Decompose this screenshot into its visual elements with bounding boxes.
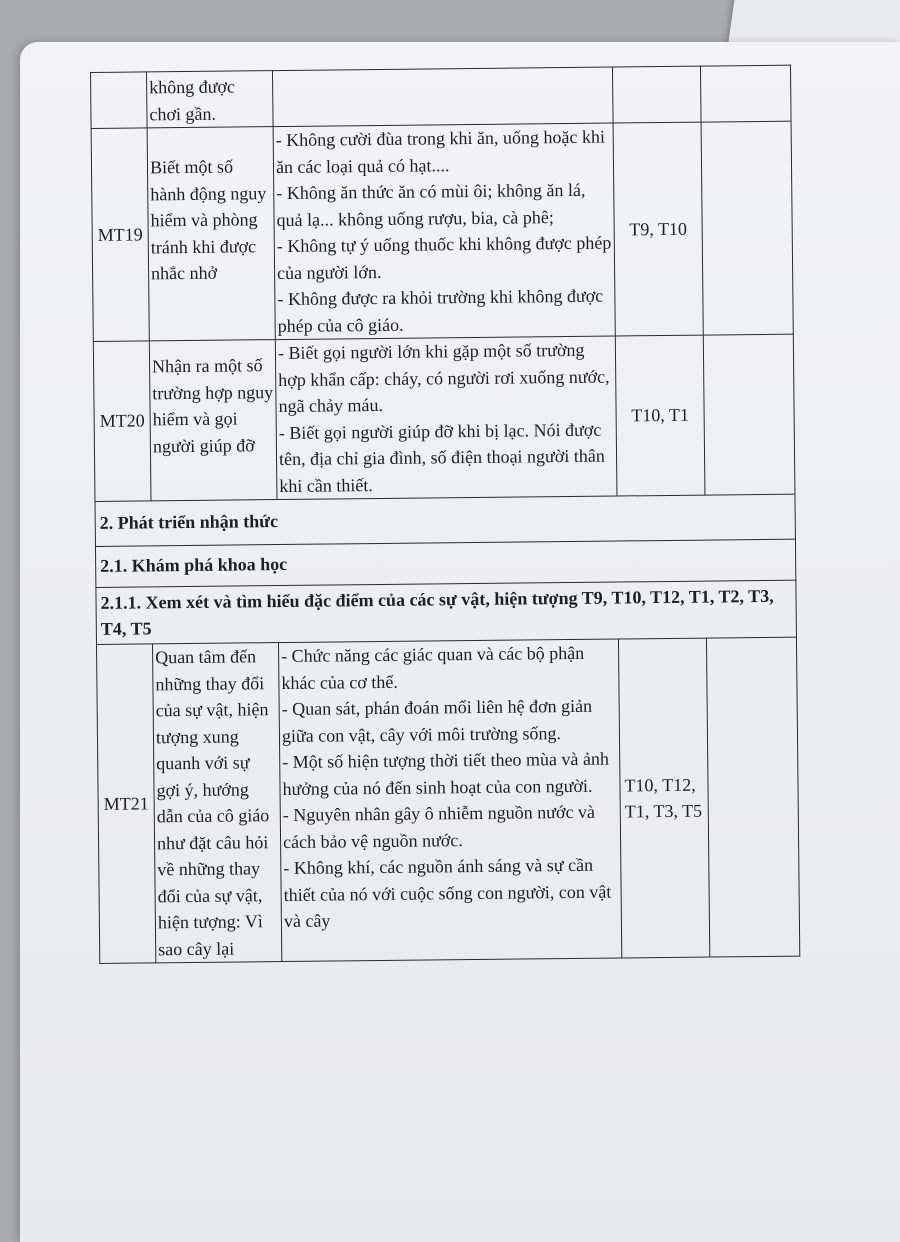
goal-cell: Nhận ra một số trường hợp nguy hiểm và gọi người giúp đỡ xyxy=(149,340,277,501)
section-heading: 2.1.1. Xem xét và tìm hiểu đặc điểm của các sự vật, hiện tượng T9, T10, T12, T1, T2, T3, T4, T5 xyxy=(96,580,797,644)
goal-cell: Quan tâm đến những thay đổi của sự vật, hiện tượng xung quanh với sự gợi ý, hướng dẫn của cô giáo như đặt câu hỏi về những thay đổi của sự vật, hiện tượng: Vì sao cây lại xyxy=(152,643,281,963)
note-cell xyxy=(706,637,799,957)
table-row-mt20 xyxy=(93,334,795,501)
content-line: - Không khí, các nguồn ánh sáng và sự cần thiết của nó với cuộc sống con người, con vật và cây xyxy=(283,854,612,932)
content-line: - Quan sát, phán đoán mối liên hệ đơn giản giữa con vật, cây với môi trường sống. xyxy=(281,695,593,746)
content-line: - Không ăn thức ăn có mùi ôi; không ăn lá, quả lạ... không uống rượu, bia, cà phê; xyxy=(276,179,586,230)
code-cell: MT21 xyxy=(96,644,155,964)
content-line: - Một số hiện tượng thời tiết theo mùa và ảnh hưởng của nó đến sinh hoạt của con người. xyxy=(282,748,610,799)
goal-cell: Biết một số hành động nguy hiểm và phòng tránh khi được nhắc nhở xyxy=(147,127,275,341)
content-line: - Nguyên nhân gây ô nhiễm nguồn nước và cách bảo vệ nguồn nước. xyxy=(282,801,596,852)
section-heading: 2.1. Khám phá khoa học xyxy=(95,539,795,587)
code-cell xyxy=(91,72,148,129)
time-cell: T10, T12, T1, T3, T5 xyxy=(618,638,709,958)
goal-cell: không được chơi gần. xyxy=(147,71,274,128)
content-line: - Không được ra khỏi trường khi không được phép của cô giáo. xyxy=(277,285,604,336)
curriculum-table xyxy=(90,65,800,964)
content-line: - Không cười đùa trong khi ăn, uống hoặc khi ăn các loại quả có hạt.... xyxy=(275,126,606,177)
content-line: - Chức năng các giác quan và các bộ phận khác của cơ thể. xyxy=(281,642,585,693)
table-row-mt21 xyxy=(96,637,799,963)
content-line: - Biết gọi người lớn khi gặp một số trường hợp khẩn cấp: cháy, có người rơi xuống nước, ngã chảy máu. xyxy=(277,339,610,417)
section-row xyxy=(95,539,795,587)
note-cell xyxy=(701,121,793,335)
code-cell: MT20 xyxy=(93,341,151,502)
content-line: - Không tự ý uống thuốc khi không được phép của người lớn. xyxy=(276,232,612,283)
section-heading: 2. Phát triển nhận thức xyxy=(95,494,795,546)
document-content xyxy=(90,65,799,964)
section-row xyxy=(96,580,797,644)
note-cell xyxy=(703,334,795,495)
content-line: - Biết gọi người giúp đỡ khi bị lạc. Nói được tên, địa chỉ gia đình, số điện thoại người thân khi cần thiết. xyxy=(278,419,605,496)
code-cell: MT19 xyxy=(91,128,149,342)
table-row-mt19 xyxy=(91,121,793,341)
note-cell xyxy=(700,65,791,122)
time-cell: T10, T1 xyxy=(615,335,705,496)
content-cell xyxy=(278,639,621,962)
content-cell xyxy=(273,123,615,340)
table-row xyxy=(91,65,792,128)
section-row xyxy=(95,494,795,546)
paper-page xyxy=(20,42,900,1242)
content-cell xyxy=(275,336,617,500)
time-cell: T9, T10 xyxy=(613,122,703,336)
time-cell xyxy=(612,66,701,123)
content-cell xyxy=(272,67,613,127)
